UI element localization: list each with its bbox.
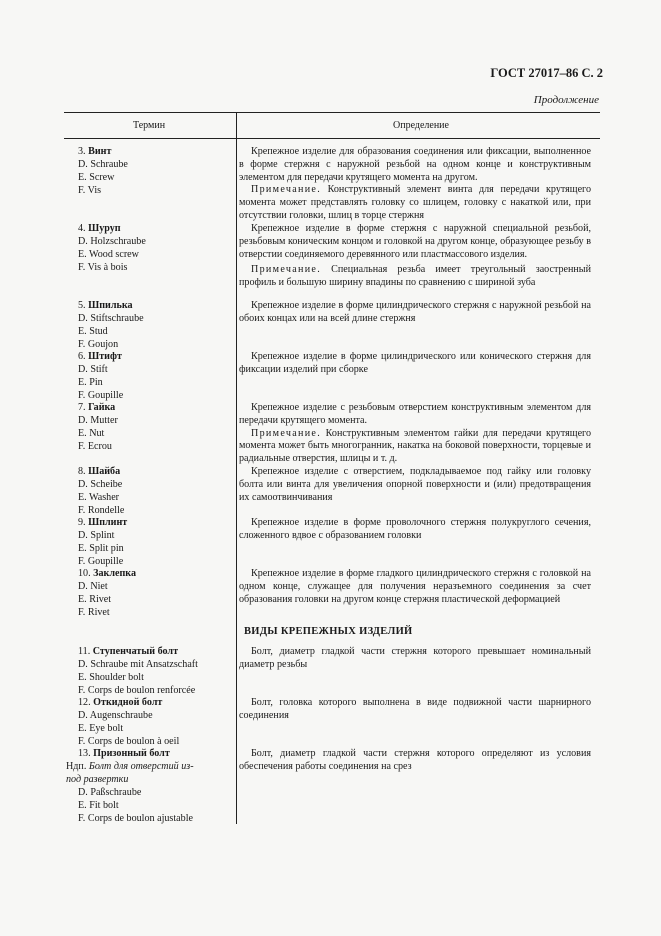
column-separator [236, 112, 237, 824]
term-translation: E. Screw [78, 172, 115, 183]
term-translation: F. Corps de boulon à oeil [78, 736, 180, 747]
term-translation: E. Eye bolt [78, 723, 124, 734]
term-translation: D. Schraube mit Ansatzschaft [78, 659, 198, 670]
term-translation: D. Mutter [78, 415, 118, 426]
term-title: 8. Шайба [78, 466, 121, 477]
term-translation: F. Goupille [78, 390, 124, 401]
deprecated-term: Ндп. Болт для отверстий из- [66, 761, 194, 772]
table-header-rule [64, 138, 600, 139]
term-translation: E. Rivet [78, 594, 112, 605]
definition: Болт, диаметр гладкой части стержня которого превышает номинальный диаметр резьбы [239, 646, 591, 670]
term-translation: F. Vis à bois [78, 262, 128, 273]
definition: Крепежное изделие с резьбовым отверстием конструктивным элементом для передачи крутящего момента. Примечание. Конструктивным элементом гайки для передачи крутящего момента может быть многогранник, накатка на боковой поверхности, торцевые и радиальные отверстия, шлицы и т. д. [239, 402, 591, 465]
term-translation: D. Splint [78, 530, 115, 541]
table-top-rule [64, 112, 600, 113]
term-translation: F. Rivet [78, 607, 110, 618]
column-header-term: Термин [133, 120, 166, 131]
term-title: 7. Гайка [78, 402, 116, 413]
definition: Крепежное изделие в форме проволочного стержня полукруглого сечения, сложенного вдвое с образованием головки [239, 517, 591, 541]
term-translation: D. Paßschraube [78, 787, 142, 798]
term-translation: F. Vis [78, 185, 102, 196]
term-translation: E. Pin [78, 377, 103, 388]
term-title: 6. Штифт [78, 351, 122, 362]
term-title: 5. Шпилька [78, 300, 133, 311]
term-translation: F. Goupille [78, 556, 124, 567]
term-translation: F. Corps de boulon ajustable [78, 813, 193, 824]
definition: Болт, головка которого выполнена в виде подвижной части шарнирного соединения [239, 697, 591, 721]
column-header-definition: Определение [393, 120, 449, 131]
definition: Крепежное изделие в форме цилиндрического или конического стержня для фиксации изделий при сборке [239, 351, 591, 375]
term-translation: D. Stiftschraube [78, 313, 144, 324]
continuation-label: Продолжение [533, 94, 599, 106]
term-translation: E. Stud [78, 326, 108, 337]
definition: Болт, диаметр гладкой части стержня которого определяют из условия обеспечения работы соединения на срез [239, 748, 591, 772]
term-translation: E. Wood screw [78, 249, 139, 260]
definition: Крепежное изделие в форме стержня с наружной специальной резьбой, резьбовым коническим концом и головкой на другом конце, образующее резьбу в отверстии соединяемого деревянного или пластмассового изделия. Примечание. Специальная резьба имеет треугольный заостренный профиль и большую ширину впадины по сравнению с шириной зуба [239, 223, 591, 289]
term-title: 3. Винт [78, 146, 112, 157]
definition: Крепежное изделие в форме цилиндрического стержня с наружной резьбой на обоих концах или на всей длине стержня [239, 300, 591, 324]
definition: Крепежное изделие для образования соединения или фиксации, выполненное в форме стержня с наружной резьбой на одном конце и конструктивным элементом для передачи крутящего момента на другом. Примечание. Конструктивный элемент винта для передачи крутящего момента может представлять головку со шлицем, головку с накаткой или, при отсутствии головки, шлиц в торце стержня [239, 146, 591, 221]
term-translation: E. Washer [78, 492, 120, 503]
term-title: 13. Призонный болт [78, 748, 170, 759]
term-translation: E. Fit bolt [78, 800, 119, 811]
term-translation: E. Nut [78, 428, 105, 439]
term-translation: D. Niet [78, 581, 108, 592]
document-header: ГОСТ 27017–86 С. 2 [490, 66, 603, 80]
deprecated-term-cont: под развертки [66, 774, 129, 785]
term-translation: D. Holzschraube [78, 236, 146, 247]
term-translation: F. Corps de boulon renforcée [78, 685, 196, 696]
term-title: 12. Откидной болт [78, 697, 163, 708]
term-title: 11. Ступенчатый болт [78, 646, 179, 657]
term-translation: E. Shoulder bolt [78, 672, 144, 683]
section-heading: ВИДЫ КРЕПЕЖНЫХ ИЗДЕЛИЙ [244, 626, 413, 637]
term-translation: F. Rondelle [78, 505, 125, 516]
term-translation: D. Stift [78, 364, 108, 375]
term-translation: F. Goujon [78, 339, 119, 350]
term-title: 9. Шплинт [78, 517, 128, 528]
term-translation: D. Schraube [78, 159, 128, 170]
definition: Крепежное изделие с отверстием, подкладываемое под гайку или головку болта или винта для увеличения опорной поверхности и (или) предотвращения их самоотвинчивания [239, 466, 591, 503]
term-translation: D. Augenschraube [78, 710, 153, 721]
term-translation: D. Scheibe [78, 479, 123, 490]
term-translation: F. Ecrou [78, 441, 112, 452]
term-translation: E. Split pin [78, 543, 124, 554]
term-title: 10. Заклепка [78, 568, 137, 579]
definition: Крепежное изделие в форме гладкого цилиндрического стержня с головкой на одном конце, служащее для получения неразъемного соединения за счет образования головки на другом конце стержня пластической деформацией [239, 568, 591, 605]
term-title: 4. Шуруп [78, 223, 121, 234]
